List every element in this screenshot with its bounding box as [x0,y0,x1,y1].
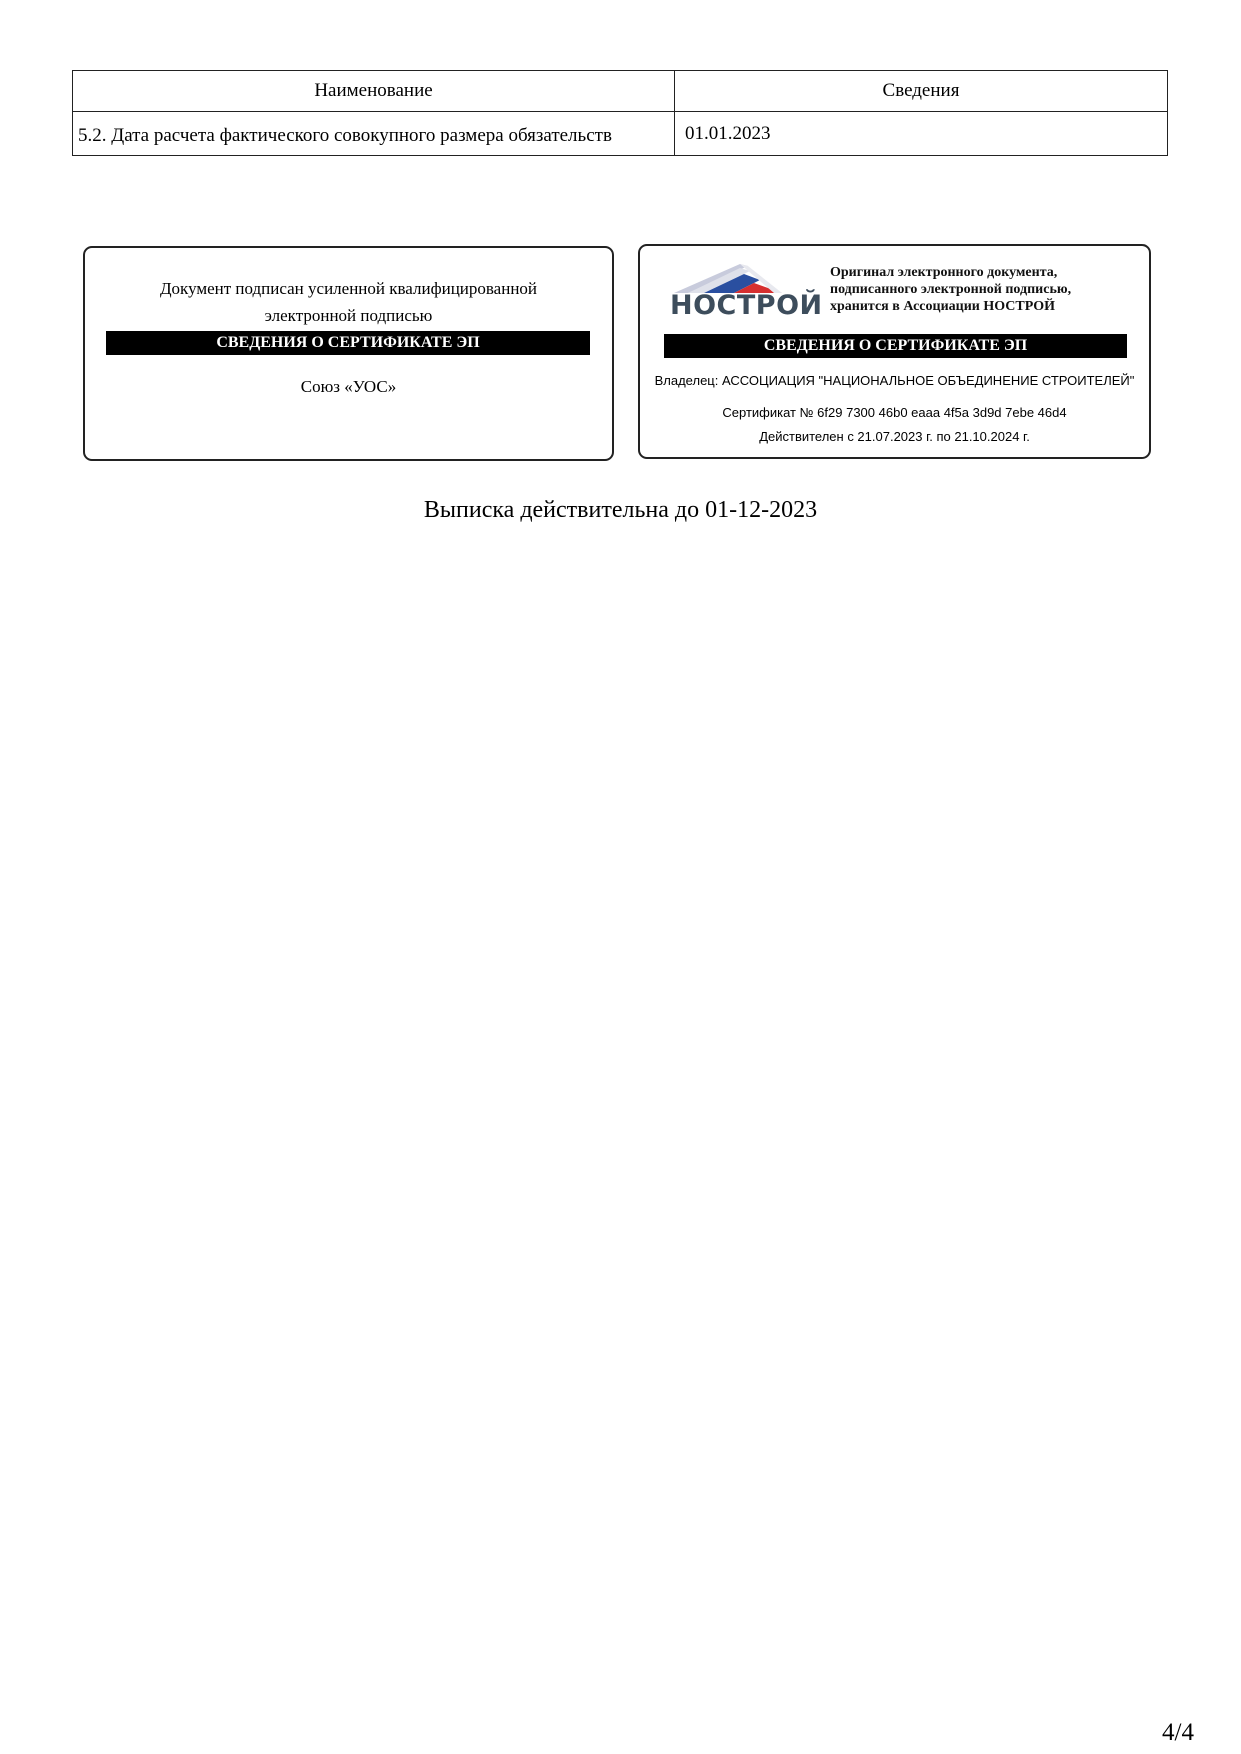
certificate-number: Сертификат № 6f29 7300 46b0 eaaa 4f5a 3d9d 7ebe 46d4 [722,405,1067,420]
signature-stamp-left [83,246,614,461]
logo-text: НОСТРОЙ [670,290,823,321]
table-row [73,112,1168,156]
certificate-owner: Владелец: АССОЦИАЦИЯ "НАЦИОНАЛЬНОЕ ОБЪЕДИНЕНИЕ СТРОИТЕЛЕЙ" [654,373,1135,388]
page-number: 4/4 [1162,1719,1194,1746]
signature-stamp-right [638,244,1151,459]
details-table [72,70,1168,156]
nostroy-logo [670,260,823,322]
header-info: Сведения [675,71,1168,112]
row-name-cell: 5.2. Дата расчета фактического совокупного размера обязательств [73,112,675,156]
extract-validity-note: Выписка действительна до 01-12-2023 [423,497,818,523]
signed-notice: Документ подписан усиленной квалифицированной электронной подписью [159,279,538,325]
original-storage-note: Оригинал электронного документа, подписанного электронной подписью, хранится в Ассоциации НОСТРОЙ [830,265,1072,314]
certificate-title-bar: СВЕДЕНИЯ О СЕРТИФИКАТЕ ЭП [664,334,1127,358]
certificate-validity: Действителен с 21.07.2023 г. по 21.10.2024 г. [759,429,1030,444]
row-value-cell: 01.01.2023 [675,112,1168,156]
signer-name: Союз «УОС» [300,377,397,396]
certificate-title-bar: СВЕДЕНИЯ О СЕРТИФИКАТЕ ЭП [106,331,590,355]
header-name: Наименование [73,71,675,112]
roof-stripes-icon [670,260,800,294]
table-header-row [73,71,1168,112]
